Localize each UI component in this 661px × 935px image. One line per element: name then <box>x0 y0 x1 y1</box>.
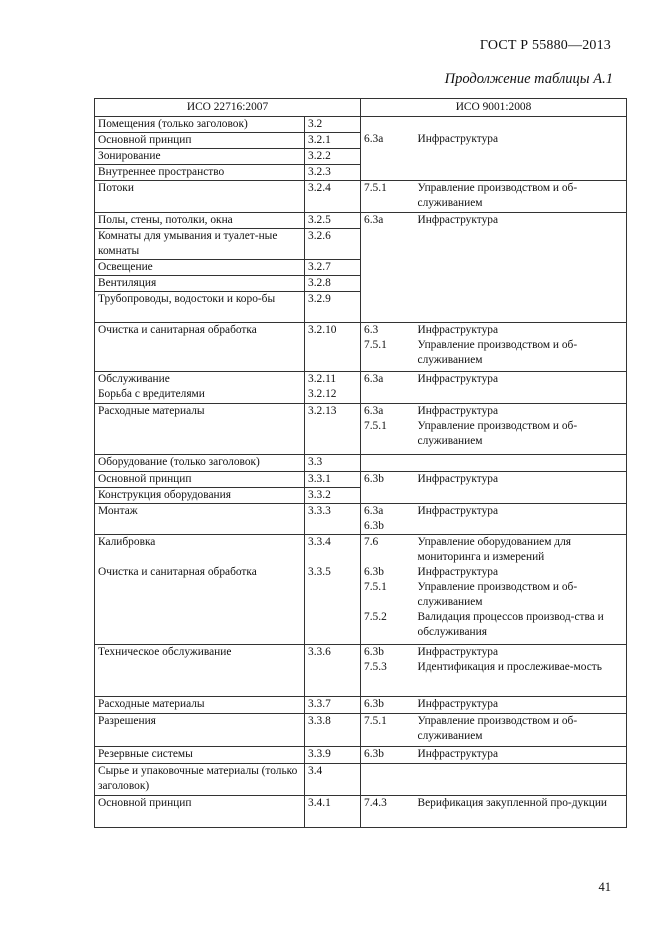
clause-number: 3.3.7 <box>305 697 361 714</box>
clause-name: Сырье и упаковочные материалы (только заголовок) <box>95 764 305 796</box>
clause-name: Оборудование (только заголовок) <box>95 455 305 472</box>
clause-number: 3.2 <box>305 117 361 133</box>
ref-title: Инфраструктура <box>415 213 627 323</box>
clause-number: 3.2.10 <box>305 323 361 372</box>
clause-number: 3.4 <box>305 764 361 796</box>
ref-numbers <box>361 504 415 535</box>
clause-number: 3.3.2 <box>305 488 361 504</box>
table-row <box>95 697 627 714</box>
clause-name: Калибровка Очистка и санитарная обработка <box>95 535 305 645</box>
clause-name: Монтаж <box>95 504 305 535</box>
clause-name: Очистка и санитарная обработка <box>95 323 305 372</box>
ref-numbers <box>361 535 415 645</box>
ref-title: Инфраструктура <box>415 504 627 535</box>
ref-titles <box>415 404 627 455</box>
ref-empty <box>361 455 627 472</box>
ref-title: Управление оборудованием для мониторинга и измерений <box>417 536 571 563</box>
ref-title: Идентификация и прослеживае-мость <box>417 661 602 673</box>
ref-title: Управление производством и об-служиванием <box>417 420 578 447</box>
clause-name: Основной принцип <box>95 796 305 828</box>
ref-number: 7.5.2 <box>364 611 387 623</box>
clause-number: 3.4.1 <box>305 796 361 828</box>
table-row <box>95 764 627 796</box>
clause-number: 3.2.4 <box>305 181 361 213</box>
table-header-row <box>95 99 627 117</box>
ref-number: 6.3a <box>361 372 415 404</box>
clause-number: 3.2.9 <box>305 292 361 323</box>
ref-numbers <box>361 645 415 697</box>
ref-title: Управление производством и об-служиванием <box>417 581 578 608</box>
ref-number: 7.4.3 <box>361 796 415 828</box>
table-row <box>95 181 627 213</box>
clause-name: Основной принцип <box>95 133 305 149</box>
ref-number: 6.3a <box>364 505 384 517</box>
ref-title: Валидация процессов производ-ства и обслуживания <box>417 611 604 638</box>
ref-title: Управление производством и об-служиванием <box>417 339 578 366</box>
clause-number: 3.2.5 <box>305 213 361 229</box>
ref-number: 7.5.1 <box>364 339 387 351</box>
ref-number: 7.5.1 <box>364 581 387 593</box>
clause-name: Освещение <box>95 260 305 276</box>
ref-title: Инфраструктура <box>415 697 627 714</box>
clause-number: 3.2.13 <box>305 404 361 455</box>
clause-name: Потоки <box>95 181 305 213</box>
clause-number: 3.3 <box>305 455 361 472</box>
ref-number: 7.5.1 <box>361 714 415 747</box>
ref-title: Управление производством и об-служиванием <box>415 714 627 747</box>
clause-number: 3.3.3 <box>305 504 361 535</box>
document-code: ГОСТ Р 55880—2013 <box>479 38 611 53</box>
table-row <box>95 645 627 697</box>
clause-name: Расходные материалы <box>95 404 305 455</box>
clause-number: 3.2.11 3.2.12 <box>305 372 361 404</box>
ref-number: 7.5.1 <box>364 420 387 432</box>
clause-number: 3.3.1 <box>305 472 361 488</box>
ref-titles <box>415 323 627 372</box>
clause-name: Зонирование <box>95 149 305 165</box>
table-row <box>95 504 627 535</box>
clause-name: Резервные системы <box>95 747 305 764</box>
ref-title: Верификация закупленной про-дукции <box>415 796 627 828</box>
ref-number: 6.3b <box>361 697 415 714</box>
clause-number: 3.3.4 3.3.5 <box>305 535 361 645</box>
column-header-iso22716: ИСО 22716:2007 <box>95 99 361 117</box>
ref-number: 7.6 <box>364 536 379 548</box>
clause-name: Обслуживание Борьба с вредителями <box>95 372 305 404</box>
clause-name: Техническое обслуживание <box>95 645 305 697</box>
clause-name: Трубопроводы, водостоки и коро-бы <box>95 292 305 323</box>
table-row <box>95 714 627 747</box>
ref-number: 6.3b <box>364 646 384 658</box>
ref-title: Управление производством и об-служиванием <box>415 181 627 213</box>
ref-title: Инфраструктура <box>415 472 627 504</box>
ref-title: Инфраструктура <box>417 646 499 658</box>
clause-number: 3.2.3 <box>305 165 361 181</box>
clause-name: Вентиляция <box>95 276 305 292</box>
ref-number: 6.3b <box>364 566 384 578</box>
clause-number: 3.2.1 <box>305 133 361 149</box>
clause-name: Внутреннее пространство <box>95 165 305 181</box>
ref-title: Инфраструктура <box>417 566 499 578</box>
ref-number: 6.3a <box>361 117 415 181</box>
ref-empty <box>361 764 627 796</box>
ref-number: 7.5.3 <box>364 661 387 673</box>
clause-name: Помещения (только заголовок) <box>95 117 305 133</box>
clause-number: 3.2.6 <box>305 229 361 260</box>
clause-number: 3.2.7 <box>305 260 361 276</box>
clause-number: 3.3.6 <box>305 645 361 697</box>
table-row <box>95 213 627 229</box>
ref-title: Инфраструктура <box>417 405 499 417</box>
ref-number: 6.3b <box>361 747 415 764</box>
ref-title: Инфраструктура <box>415 747 627 764</box>
ref-titles <box>415 645 627 697</box>
table-row <box>95 404 627 455</box>
clause-name: Конструкция оборудования <box>95 488 305 504</box>
clause-number: 3.3.8 <box>305 714 361 747</box>
ref-numbers <box>361 404 415 455</box>
table-row <box>95 796 627 828</box>
clause-name: Разрешения <box>95 714 305 747</box>
clause-name: Расходные материалы <box>95 697 305 714</box>
table-row <box>95 372 627 404</box>
table-row <box>95 117 627 133</box>
clause-name: Основной принцип <box>95 472 305 488</box>
column-header-iso9001: ИСО 9001:2008 <box>361 99 627 117</box>
ref-number: 6.3a <box>361 213 415 323</box>
table-continuation-caption: Продолжение таблицы А.1 <box>444 71 613 87</box>
ref-number: 6.3a <box>364 405 384 417</box>
ref-title: Инфраструктура <box>415 372 627 404</box>
ref-title: Инфраструктура <box>415 117 627 181</box>
ref-numbers <box>361 323 415 372</box>
clause-name: Комнаты для умывания и туалет-ные комнаты <box>95 229 305 260</box>
clause-name: Полы, стены, потолки, окна <box>95 213 305 229</box>
ref-number: 7.5.1 <box>361 181 415 213</box>
ref-titles <box>415 535 627 645</box>
clause-number: 3.3.9 <box>305 747 361 764</box>
clause-number: 3.2.8 <box>305 276 361 292</box>
ref-number: 6.3b <box>364 520 384 532</box>
ref-number: 6.3b <box>361 472 415 504</box>
ref-number: 6.3 <box>364 324 379 336</box>
table-row <box>95 472 627 488</box>
clause-number: 3.2.2 <box>305 149 361 165</box>
table-row <box>95 455 627 472</box>
table-row <box>95 747 627 764</box>
page-number: 41 <box>598 880 611 894</box>
table-row <box>95 535 627 645</box>
standards-correspondence-table <box>94 98 627 828</box>
ref-title: Инфраструктура <box>417 324 499 336</box>
table-row <box>95 323 627 372</box>
